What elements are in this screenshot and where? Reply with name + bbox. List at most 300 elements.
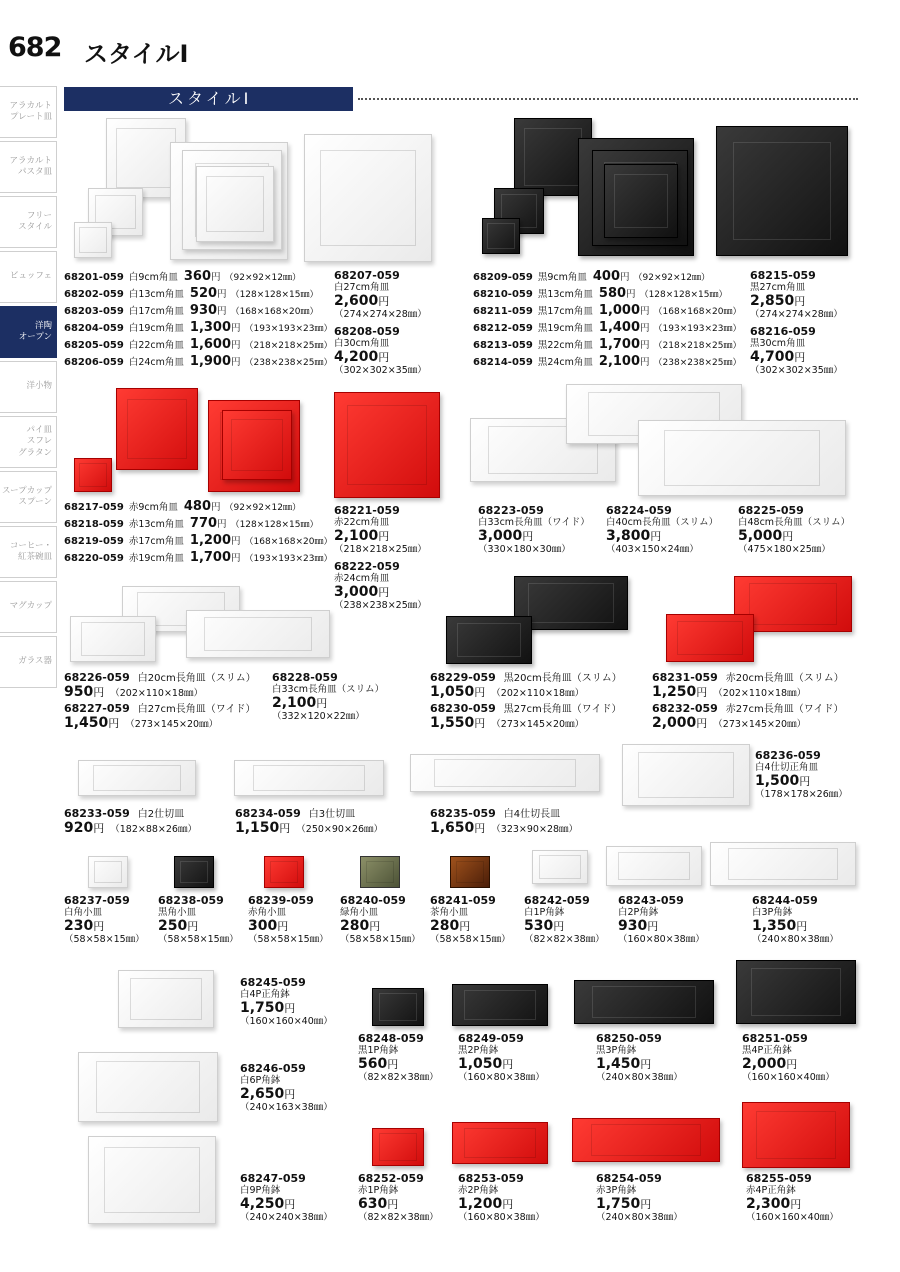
photo-rim xyxy=(664,430,821,486)
item-price: 3,800 xyxy=(606,528,651,544)
price-row xyxy=(64,353,332,372)
item-size: （58×58×15㎜） xyxy=(158,934,239,945)
item-price: 4,700 xyxy=(750,349,795,365)
row-price: 480 xyxy=(183,499,211,514)
item-code: 68248-059 xyxy=(358,1032,424,1045)
photo-rim xyxy=(456,861,485,884)
item-price: 1,350 xyxy=(752,918,797,934)
photo-rim xyxy=(677,621,742,656)
item-name: 白4仕切長皿 xyxy=(503,809,561,820)
item-price: 1,450 xyxy=(596,1056,641,1072)
sidebar-tab[interactable]: 洋小物 xyxy=(0,361,57,413)
product-item xyxy=(240,1173,333,1224)
item-name: 黒30cm角皿 xyxy=(750,338,806,349)
item-name: 黒3P角鉢 xyxy=(596,1045,637,1056)
item-name: 白9P角鉢 xyxy=(240,1185,281,1196)
item-unit: 円 xyxy=(696,717,708,730)
product-item xyxy=(235,808,383,836)
item-unit: 円 xyxy=(647,920,659,933)
item-price: 1,200 xyxy=(458,1196,503,1212)
row-price: 1,400 xyxy=(598,320,641,335)
photo-rim xyxy=(180,861,209,884)
photo-rim xyxy=(204,617,312,652)
photo-rim xyxy=(270,861,299,884)
row-unit: 円 xyxy=(231,340,241,351)
item-price: 2,600 xyxy=(334,293,379,309)
row-price: 2,100 xyxy=(598,354,641,369)
product-item xyxy=(755,750,848,801)
item-name: 白4P正角鉢 xyxy=(240,989,290,1000)
row-unit: 円 xyxy=(620,272,630,283)
item-price: 2,100 xyxy=(272,695,317,711)
item-name: 白3P角鉢 xyxy=(752,907,793,918)
item-code: 68223-059 xyxy=(478,504,544,517)
item-size: （240×80×38㎜） xyxy=(596,1072,683,1083)
item-unit: 円 xyxy=(474,717,486,730)
product-photo xyxy=(452,984,548,1026)
product-photo xyxy=(710,842,856,886)
product-photo xyxy=(78,1052,218,1122)
item-size: （332×120×22㎜） xyxy=(272,711,365,722)
item-code: 68233-059 xyxy=(64,807,130,820)
row-price: 1,200 xyxy=(189,533,232,548)
row-name: 白22cm角皿 xyxy=(128,340,184,351)
item-name: 白6P角鉢 xyxy=(240,1075,281,1086)
photo-rim xyxy=(231,419,283,471)
item-unit: 円 xyxy=(459,920,471,933)
item-code: 68244-059 xyxy=(752,894,818,907)
item-unit: 円 xyxy=(790,1198,802,1211)
item-size: （238×238×25㎜） xyxy=(334,600,427,611)
photo-rim xyxy=(591,1124,702,1156)
row-price: 1,700 xyxy=(189,550,232,565)
sidebar-tab[interactable]: スープカップ スプーン xyxy=(0,471,57,523)
item-code: 68232-059 xyxy=(652,702,718,715)
row-size: （92×92×12㎜） xyxy=(224,273,301,283)
item-name: 黒1P角鉢 xyxy=(358,1045,399,1056)
row-name: 白13cm角皿 xyxy=(128,289,184,300)
item-code: 68231-059 xyxy=(652,671,718,684)
item-name: 黒4P正角鉢 xyxy=(742,1045,792,1056)
product-item xyxy=(358,1173,439,1224)
item-size: （323×90×28㎜） xyxy=(491,824,579,835)
item-size: （182×88×26㎜） xyxy=(110,824,197,835)
item-price: 1,050 xyxy=(430,684,475,700)
product-photo xyxy=(482,218,520,254)
product-item xyxy=(524,895,605,946)
row-code: 68204-059 xyxy=(64,323,124,334)
row-size: （193×193×23㎜） xyxy=(244,324,333,334)
item-price: 1,450 xyxy=(64,715,109,731)
row-name: 赤17cm角皿 xyxy=(128,536,184,547)
row-code: 68210-059 xyxy=(473,289,533,300)
item-unit: 円 xyxy=(502,1198,514,1211)
row-name: 黒17cm角皿 xyxy=(537,306,593,317)
photo-rim xyxy=(614,174,669,229)
item-name: 赤27cm長角皿（ワイド） xyxy=(725,704,844,715)
item-code: 68247-059 xyxy=(240,1172,306,1185)
item-price: 1,550 xyxy=(430,715,475,731)
row-size: （168×168×20㎜） xyxy=(653,307,742,317)
item-size: （178×178×26㎜） xyxy=(755,789,848,800)
row-code: 68211-059 xyxy=(473,306,533,317)
item-name: 白3仕切皿 xyxy=(308,809,356,820)
item-size: （302×302×35㎜） xyxy=(334,365,427,376)
item-unit: 円 xyxy=(794,351,806,364)
row-name: 白9cm角皿 xyxy=(128,272,178,283)
item-code: 68239-059 xyxy=(248,894,314,907)
photo-rim xyxy=(94,861,123,884)
product-item xyxy=(618,895,705,946)
row-unit: 円 xyxy=(640,357,650,368)
item-size: （403×150×24㎜） xyxy=(606,544,699,555)
item-unit: 円 xyxy=(387,1198,399,1211)
item-code: 68237-059 xyxy=(64,894,130,907)
row-code: 68205-059 xyxy=(64,340,124,351)
item-price: 1,150 xyxy=(235,820,280,836)
item-name: 緑角小皿 xyxy=(340,907,379,918)
sidebar-tab[interactable]: アラカルト パスタ皿 xyxy=(0,141,57,193)
item-unit: 円 xyxy=(782,530,794,543)
item-code: 68229-059 xyxy=(430,671,496,684)
item-unit: 円 xyxy=(474,686,486,699)
row-size: （128×128×15㎜） xyxy=(639,290,728,300)
item-name: 赤3P角鉢 xyxy=(596,1185,637,1196)
item-price: 280 xyxy=(430,918,460,934)
row-code: 68202-059 xyxy=(64,289,124,300)
page-title: スタイルⅠ xyxy=(84,40,189,68)
item-unit: 円 xyxy=(284,1088,296,1101)
item-price: 3,000 xyxy=(478,528,523,544)
photo-rim xyxy=(638,752,734,798)
row-price: 770 xyxy=(189,516,218,531)
item-code: 68235-059 xyxy=(430,807,496,820)
product-item xyxy=(746,1173,839,1224)
item-name: 白角小皿 xyxy=(64,907,103,918)
row-unit: 円 xyxy=(231,553,241,564)
product-item xyxy=(738,505,850,556)
photo-rim xyxy=(733,142,832,239)
item-price: 5,000 xyxy=(738,528,783,544)
photo-rim xyxy=(524,128,582,186)
row-price: 930 xyxy=(189,303,218,318)
photo-rim xyxy=(457,623,521,658)
item-name: 赤角小皿 xyxy=(248,907,287,918)
row-size: （238×238×25㎜） xyxy=(653,358,742,368)
photo-rim xyxy=(81,622,145,655)
row-unit: 円 xyxy=(640,340,650,351)
item-name: 黒27cm長角皿（ワイド） xyxy=(503,704,622,715)
item-price: 1,650 xyxy=(430,820,475,836)
item-size: （240×80×38㎜） xyxy=(752,934,839,945)
item-size: （160×80×38㎜） xyxy=(618,934,705,945)
row-unit: 円 xyxy=(640,323,650,334)
item-size: （273×145×20㎜） xyxy=(713,719,807,730)
product-photo xyxy=(118,970,214,1028)
photo-rim xyxy=(93,765,181,791)
item-code: 68221-059 xyxy=(334,504,400,517)
item-price: 2,650 xyxy=(240,1086,285,1102)
item-size: （240×240×38㎜） xyxy=(240,1212,333,1223)
sidebar-tab[interactable]: コーヒー・ 紅茶碗皿 xyxy=(0,526,57,578)
item-size: （202×110×18㎜） xyxy=(110,688,204,699)
item-code: 68250-059 xyxy=(596,1032,662,1045)
item-code: 68227-059 xyxy=(64,702,130,715)
item-unit: 円 xyxy=(474,822,486,835)
product-item xyxy=(652,672,844,700)
product-item xyxy=(64,895,145,946)
dotted-rule xyxy=(358,98,858,100)
item-name: 赤1P角鉢 xyxy=(358,1185,399,1196)
row-name: 黒9cm角皿 xyxy=(537,272,587,283)
sidebar-tab[interactable]: ガラス器 xyxy=(0,636,57,688)
item-size: （58×58×15㎜） xyxy=(64,934,145,945)
item-price: 4,250 xyxy=(240,1196,285,1212)
item-price: 1,750 xyxy=(240,1000,285,1016)
item-code: 68255-059 xyxy=(746,1172,812,1185)
item-code: 68207-059 xyxy=(334,269,400,282)
row-name: 白17cm角皿 xyxy=(128,306,184,317)
item-size: （218×218×25㎜） xyxy=(334,544,427,555)
item-unit: 円 xyxy=(378,295,390,308)
item-price: 560 xyxy=(358,1056,388,1072)
product-item xyxy=(64,672,256,700)
product-item xyxy=(430,672,622,700)
row-size: （168×168×20㎜） xyxy=(244,537,333,547)
item-name: 黒27cm角皿 xyxy=(750,282,806,293)
item-name: 白20cm長角皿（スリム） xyxy=(137,673,256,684)
photo-rim xyxy=(104,1147,200,1212)
item-size: （273×145×20㎜） xyxy=(491,719,585,730)
row-name: 黒13cm角皿 xyxy=(537,289,593,300)
item-code: 68216-059 xyxy=(750,325,816,338)
item-name: 黒2P角鉢 xyxy=(458,1045,499,1056)
row-unit: 円 xyxy=(217,306,227,317)
item-name: 白33cm長角皿（ワイド） xyxy=(478,517,590,528)
product-photo xyxy=(304,134,432,262)
row-unit: 円 xyxy=(231,536,241,547)
photo-rim xyxy=(539,855,580,879)
photo-rim xyxy=(379,993,417,1020)
item-code: 68230-059 xyxy=(430,702,496,715)
item-size: （330×180×30㎜） xyxy=(478,544,571,555)
product-photo xyxy=(574,980,714,1024)
item-price: 1,250 xyxy=(652,684,697,700)
sidebar-tab[interactable]: フリー スタイル xyxy=(0,196,57,248)
item-unit: 円 xyxy=(640,1058,652,1071)
row-name: 黒24cm角皿 xyxy=(537,357,593,368)
row-price: 580 xyxy=(598,286,627,301)
product-item xyxy=(272,672,384,723)
product-photo xyxy=(572,1118,720,1162)
product-photo xyxy=(716,126,848,256)
product-item xyxy=(240,1063,333,1114)
sidebar-tab[interactable]: パイ皿 スフレ グラタン xyxy=(0,416,57,468)
sidebar-tab[interactable]: ビュッフェ xyxy=(0,251,57,303)
row-code: 68213-059 xyxy=(473,340,533,351)
photo-rim xyxy=(379,1133,417,1160)
item-size: （160×160×40㎜） xyxy=(746,1212,839,1223)
product-photo xyxy=(604,164,678,238)
row-size: （168×168×20㎜） xyxy=(230,307,319,317)
product-photo xyxy=(78,760,196,796)
row-code: 68214-059 xyxy=(473,357,533,368)
item-unit: 円 xyxy=(502,1058,514,1071)
item-size: （302×302×35㎜） xyxy=(750,365,843,376)
item-price: 2,300 xyxy=(746,1196,791,1212)
row-unit: 円 xyxy=(211,272,221,283)
product-item xyxy=(248,895,329,946)
item-code: 68245-059 xyxy=(240,976,306,989)
photo-rim xyxy=(130,978,201,1021)
row-name: 赤9cm角皿 xyxy=(128,502,178,513)
photo-rim xyxy=(320,150,416,246)
item-name: 白1P角鉢 xyxy=(524,907,565,918)
sidebar-tab[interactable]: 洋陶 オープン xyxy=(0,306,57,358)
item-code: 68243-059 xyxy=(618,894,684,907)
item-unit: 円 xyxy=(796,920,808,933)
item-name: 赤2P角鉢 xyxy=(458,1185,499,1196)
sidebar-tab[interactable]: アラカルト プレート皿 xyxy=(0,86,57,138)
product-photo xyxy=(638,420,846,496)
product-item xyxy=(652,703,843,731)
item-name: 黒角小皿 xyxy=(158,907,197,918)
photo-rim xyxy=(79,227,106,253)
page-number: 682 xyxy=(8,32,62,63)
item-price: 250 xyxy=(158,918,188,934)
item-name: 白40cm長角皿（スリム） xyxy=(606,517,719,528)
row-unit: 円 xyxy=(217,289,227,300)
product-photo xyxy=(606,846,702,886)
item-code: 68249-059 xyxy=(458,1032,524,1045)
item-size: （475×180×25㎜） xyxy=(738,544,831,555)
item-size: （160×160×40㎜） xyxy=(240,1016,333,1027)
photo-rim xyxy=(751,968,841,1015)
row-code: 68206-059 xyxy=(64,357,124,368)
product-photo xyxy=(410,754,600,792)
item-name: 茶角小皿 xyxy=(430,907,469,918)
item-code: 68215-059 xyxy=(750,269,816,282)
product-item xyxy=(430,895,511,946)
item-code: 68242-059 xyxy=(524,894,590,907)
item-unit: 円 xyxy=(378,586,390,599)
item-price: 2,100 xyxy=(334,528,379,544)
photo-rim xyxy=(127,399,188,460)
product-item xyxy=(64,703,255,731)
photo-rim xyxy=(96,1061,201,1113)
item-size: （160×80×38㎜） xyxy=(458,1072,545,1083)
item-unit: 円 xyxy=(650,530,662,543)
product-photo xyxy=(196,166,274,242)
item-unit: 円 xyxy=(93,686,105,699)
product-item xyxy=(596,1033,683,1084)
row-code: 68219-059 xyxy=(64,536,124,547)
product-item xyxy=(742,1033,835,1084)
item-size: （160×80×38㎜） xyxy=(458,1212,545,1223)
product-photo xyxy=(88,1136,216,1224)
product-item xyxy=(478,505,590,556)
product-photo xyxy=(174,856,214,888)
product-photo xyxy=(88,856,128,888)
item-name: 赤22cm角皿 xyxy=(334,517,390,528)
item-name: 白33cm長角皿（スリム） xyxy=(272,684,385,695)
row-code: 68203-059 xyxy=(64,306,124,317)
item-size: （58×58×15㎜） xyxy=(430,934,511,945)
item-unit: 円 xyxy=(696,686,708,699)
item-price: 1,500 xyxy=(755,773,800,789)
product-photo xyxy=(372,1128,424,1166)
item-size: （240×80×38㎜） xyxy=(596,1212,683,1223)
row-name: 白19cm角皿 xyxy=(128,323,184,334)
product-photo xyxy=(264,856,304,888)
product-photo xyxy=(222,410,292,480)
photo-rim xyxy=(756,1111,837,1160)
item-price: 2,850 xyxy=(750,293,795,309)
row-unit: 円 xyxy=(640,306,650,317)
product-photo xyxy=(736,960,856,1024)
item-code: 68246-059 xyxy=(240,1062,306,1075)
row-price: 1,000 xyxy=(598,303,641,318)
item-unit: 円 xyxy=(794,295,806,308)
item-price: 950 xyxy=(64,684,94,700)
item-size: （82×82×38㎜） xyxy=(358,1212,439,1223)
photo-rim xyxy=(79,463,106,487)
item-name: 白4仕切正角皿 xyxy=(755,762,819,773)
item-unit: 円 xyxy=(786,1058,798,1071)
item-name: 白2P角鉢 xyxy=(618,907,659,918)
item-code: 68240-059 xyxy=(340,894,406,907)
product-item xyxy=(240,977,333,1028)
row-size: （193×193×23㎜） xyxy=(653,324,742,334)
product-item xyxy=(596,1173,683,1224)
photo-rim xyxy=(728,848,837,880)
product-photo xyxy=(452,1122,548,1164)
section-banner: スタイルⅠ xyxy=(64,87,348,111)
row-name: 黒22cm角皿 xyxy=(537,340,593,351)
sidebar-tab[interactable]: マグカップ xyxy=(0,581,57,633)
product-photo xyxy=(622,744,750,806)
item-price: 300 xyxy=(248,918,278,934)
item-code: 68234-059 xyxy=(235,807,301,820)
row-price: 1,700 xyxy=(598,337,641,352)
item-unit: 円 xyxy=(93,822,105,835)
photo-rim xyxy=(618,852,689,881)
item-code: 68228-059 xyxy=(272,671,338,684)
sidebar-tabs xyxy=(0,86,57,691)
item-code: 68251-059 xyxy=(742,1032,808,1045)
row-unit: 円 xyxy=(626,289,636,300)
item-code: 68254-059 xyxy=(596,1172,662,1185)
item-price: 920 xyxy=(64,820,94,836)
item-name: 白27cm角皿 xyxy=(334,282,390,293)
item-code: 68222-059 xyxy=(334,560,400,573)
item-code: 68252-059 xyxy=(358,1172,424,1185)
item-size: （202×110×18㎜） xyxy=(491,688,585,699)
item-unit: 円 xyxy=(369,920,381,933)
item-size: （273×145×20㎜） xyxy=(125,719,219,730)
product-photo xyxy=(742,1102,850,1168)
item-unit: 円 xyxy=(640,1198,652,1211)
row-code: 68201-059 xyxy=(64,272,124,283)
product-item xyxy=(340,895,421,946)
item-name: 白30cm角皿 xyxy=(334,338,390,349)
product-photo xyxy=(446,616,532,664)
product-item xyxy=(752,895,839,946)
item-name: 白2仕切皿 xyxy=(137,809,185,820)
product-item xyxy=(334,561,427,612)
product-photo xyxy=(450,856,490,888)
price-row xyxy=(64,549,332,568)
